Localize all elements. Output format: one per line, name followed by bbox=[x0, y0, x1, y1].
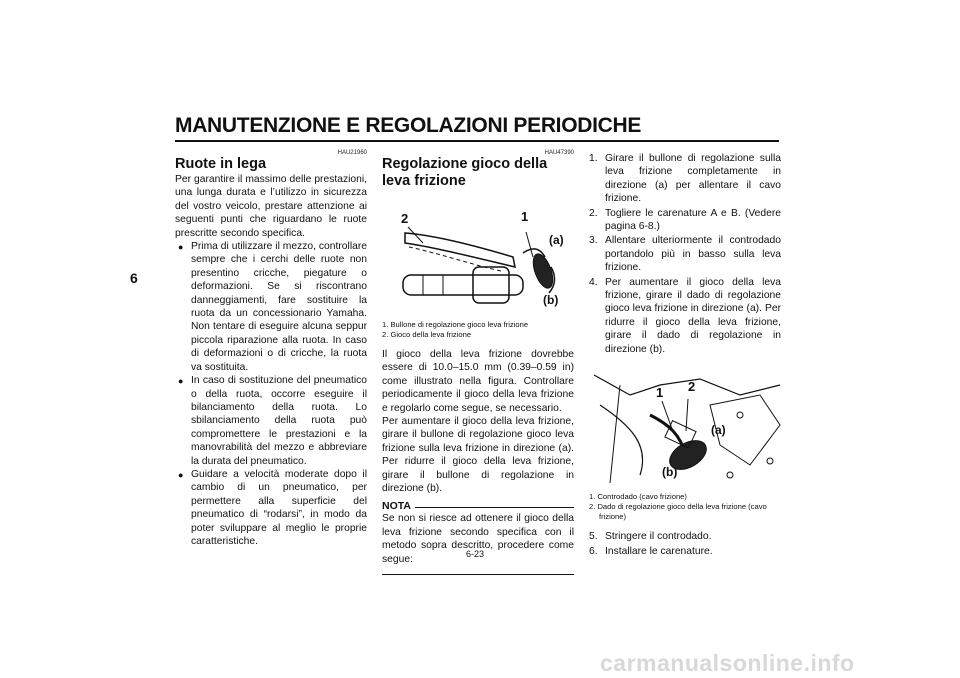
bullet-list bbox=[175, 240, 367, 548]
title-rule bbox=[175, 140, 779, 142]
bullet-text: Prima di utilizzare il mezzo, controllare sempre che i cerchi delle ruote non presentino cricche, piegature o deformazioni. Se si riscontrano danneggiamenti, fare sostituire la ruota da un concessionario Yamaha. Non tentare di eseguire alcuna seppur piccola riparazione alla ruota. In caso di deformazioni o di cricche, la ruota va sostituita. bbox=[191, 241, 367, 373]
clutch-cable-illustration bbox=[590, 365, 782, 483]
bullet-icon: ● bbox=[178, 242, 184, 253]
callout-label: 1 bbox=[521, 209, 529, 224]
chapter-number: 6 bbox=[130, 270, 138, 286]
note-text: Se non si riesce ad ottenere il gioco della leva frizione secondo specifica con il metodo sopra descritto, procedere come segue: bbox=[382, 513, 574, 565]
section-code: HAU47390 bbox=[544, 150, 574, 156]
note-rule bbox=[415, 507, 574, 508]
callout-label: (b) bbox=[543, 293, 559, 307]
note-header bbox=[382, 500, 574, 512]
step-text: Girare il bullone di regolazione sulla leva frizione completamente in direzione (a) per allentare il cavo frizione. bbox=[605, 153, 781, 205]
column-1 bbox=[175, 150, 367, 548]
clutch-lever-figure bbox=[382, 196, 574, 312]
callout-label: 2 bbox=[688, 379, 696, 395]
column-3 bbox=[589, 152, 781, 559]
step-text: Per aumentare il gioco della leva frizione, girare il dado di regolazione gioco leva frizione in direzione (a). Per ridurre il gioco della leva frizione, girare il dado di regolazione in direzione (b). bbox=[605, 276, 781, 355]
callout-label: (b) bbox=[662, 465, 678, 480]
bullet-icon: ● bbox=[178, 469, 184, 480]
section-heading: Ruote in lega bbox=[175, 156, 267, 172]
section-code: HAU21960 bbox=[337, 150, 367, 156]
callout-label: (a) bbox=[549, 233, 564, 247]
callout-label: 2 bbox=[401, 211, 409, 226]
list-item: 1. Girare il bullone di regolazione sulla leva frizione completamente in direzione (a) per allentare il cavo frizione. bbox=[589, 153, 781, 205]
page-title: MANUTENZIONE E REGOLAZIONI PERIODICHE bbox=[175, 114, 642, 137]
list-item: 2. Togliere le carenature A e B. (Vedere pagina 6-8.) bbox=[589, 207, 781, 233]
note-label: NOTA bbox=[382, 500, 411, 513]
list-item: 6. Installare le carenature. bbox=[589, 545, 713, 557]
bullet-icon: ● bbox=[178, 376, 184, 387]
step-text: Allentare ulteriormente il controdado portandolo più in basso sulla leva frizione. bbox=[605, 235, 781, 274]
column-2 bbox=[382, 150, 574, 575]
list-item bbox=[175, 468, 367, 548]
page-number: 6-23 bbox=[466, 549, 485, 559]
step-text: Installare le carenature. bbox=[605, 545, 713, 557]
watermark: carmanualsonline.info bbox=[600, 650, 855, 676]
bullet-text: Guidare a velocità moderate dopo il cambio di un pneumatico, per permettere alla superficie del pneumatico di “rodarsi”, in modo da poter sviluppare al meglio le proprie caratteristiche. bbox=[191, 468, 367, 547]
list-item bbox=[175, 374, 367, 468]
step-text: Stringere il controdado. bbox=[605, 531, 712, 543]
figure-captions bbox=[589, 492, 781, 522]
adjuster-nut-figure bbox=[589, 364, 781, 484]
paragraph: Il gioco della leva frizione dovrebbe essere di 10.0–15.0 mm (0.39–0.59 in) come illustrato nella figura. Controllare periodicamente il gioco della leva frizione e regolarlo come segue, se necessario. bbox=[382, 349, 574, 414]
callout-label: 1 bbox=[656, 385, 664, 401]
caption-item: 1. Bullone di regolazione gioco leva frizione bbox=[382, 320, 529, 329]
steps-list bbox=[589, 152, 781, 356]
caption-item: 2. Gioco della leva frizione bbox=[382, 330, 472, 339]
caption-item: 2. Dado di regolazione gioco della leva frizione (cavo frizione) bbox=[589, 502, 767, 522]
list-item: 3. Allentare ulteriormente il controdado portandolo più in basso sulla leva frizione. bbox=[589, 235, 781, 274]
list-item bbox=[175, 240, 367, 374]
list-item: 4. Per aumentare il gioco della leva frizione, girare il dado di regolazione gioco leva frizione in direzione (a). Per ridurre il gioco della leva frizione, girare il dado di regolazione in direzione (b). bbox=[589, 276, 781, 355]
steps-list-continued bbox=[589, 530, 781, 558]
intro-paragraph: Per garantire il massimo delle prestazioni, una lunga durata e l’utilizzo in sicurezza del vostro veicolo, prestare attenzione ai seguenti punti che riguardano le ruote prescritte secondo specifica. bbox=[175, 174, 367, 239]
callout-label: (a) bbox=[711, 423, 726, 438]
figure-captions bbox=[382, 320, 574, 340]
step-text: Togliere le carenature A e B. (Vedere pagina 6-8.) bbox=[605, 207, 781, 233]
bullet-text: In caso di sostituzione del pneumatico o della ruota, occorre eseguire il bilanciamento della ruota. Lo sbilanciamento della ruota può compromettere le prestazioni e la manovrabilità del mezzo e abbreviare la durata del pneumatico. bbox=[191, 375, 367, 467]
paragraph: Per aumentare il gioco della leva frizione, girare il bullone di regolazione gioco leva frizione sulla leva frizione in direzione (a). Per ridurre il gioco della leva frizione, girare il bullone di regolazione in direzione (b). bbox=[382, 416, 574, 495]
note-end-rule bbox=[382, 574, 574, 575]
section-heading: Regolazione gioco della leva frizione bbox=[382, 156, 548, 189]
caption-item: 1. Controdado (cavo frizione) bbox=[589, 492, 687, 502]
list-item: 5. Stringere il controdado. bbox=[589, 531, 712, 543]
